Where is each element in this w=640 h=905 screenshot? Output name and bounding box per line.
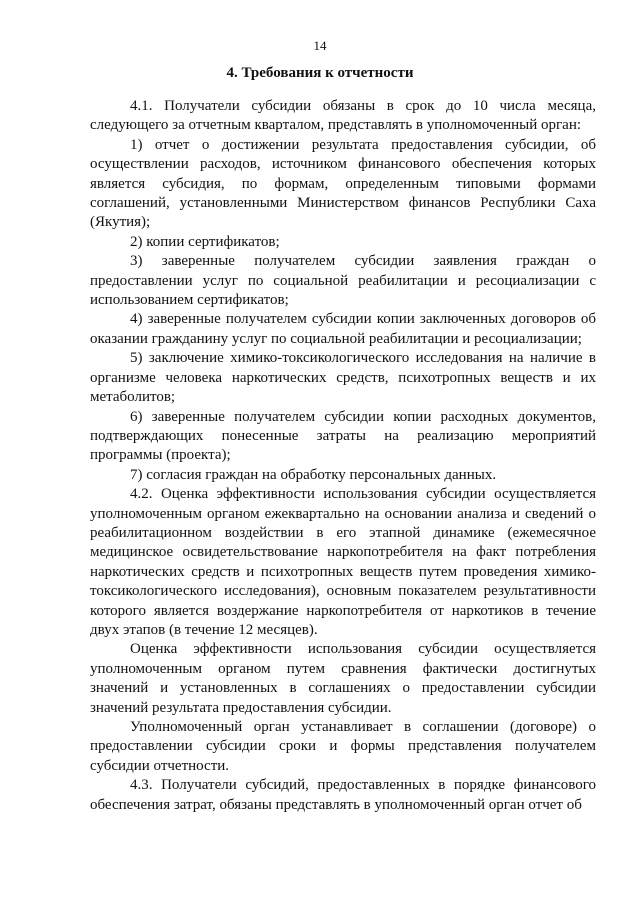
paragraph-4-3: 4.3. Получатели субсидий, предоставленных в порядке финансового обеспечения затрат, обязаны представлять в уполномоченный орган отчет об: [90, 777, 596, 813]
list-item-5: 5) заключение химико-токсикологического исследования на наличие в организме человека наркотических средств, психотропных веществ и их метаболитов;: [90, 350, 596, 406]
paragraph-authorized-body: Уполномоченный орган устанавливает в соглашении (договоре) о предоставлении субсидии сроки и формы представления получателем субсидии отчетности.: [90, 719, 596, 774]
paragraph-4-1: 4.1. Получатели субсидии обязаны в срок до 10 числа месяца, следующего за отчетным кварталом, представлять в уполномоченный орган:: [90, 98, 596, 134]
section-body: [90, 97, 596, 815]
paragraph-evaluation: Оценка эффективности использования субсидии осуществляется уполномоченным органом путем сравнения фактически достигнутых значений и установленных в соглашениях о предоставлении субсидии значений результата предоставления субсидии.: [90, 641, 596, 716]
list-item-4: 4) заверенные получателем субсидии копии заключенных договоров об оказании гражданину услуг по социальной реабилитации и ресоциализации;: [90, 311, 596, 347]
list-item-7: 7) согласия граждан на обработку персональных данных.: [130, 466, 497, 483]
list-item-3: 3) заверенные получателем субсидии заявления граждан о предоставлении услуг по социальной реабилитации и ресоциализации с использованием сертификатов;: [90, 253, 596, 309]
list-item-1: 1) отчет о достижении результата предоставления субсидии, об осуществлении расходов, источником финансового обеспечения которых является субсидия, по формам, определенным типовыми формами соглашений, установленными Министерством финансов Республики Саха (Якутия);: [90, 136, 596, 231]
paragraph-4-2: 4.2. Оценка эффективности использования субсидии осуществляется уполномоченным органом ежеквартально на основании анализа и сведений о реабилитационном воздействии в его этапной динамике (ежемесячное медицинское освидетельствование наркопотребителя на факт потребления наркотических средств и психотропных веществ путем проведения химико-токсикологического исследования), основным показателем результативности которого является воздержание наркопотребителя от наркотиков в течение двух этапов (в течение 12 месяцев).: [90, 486, 596, 638]
list-item-6: 6) заверенные получателем субсидии копии расходных документов, подтверждающих понесенные затраты на реализацию мероприятий программы (проекта);: [90, 408, 596, 464]
section-heading: 4. Требования к отчетности: [226, 65, 414, 81]
list-item-2: 2) копии сертификатов;: [130, 233, 280, 250]
page-number: 14: [313, 38, 327, 53]
